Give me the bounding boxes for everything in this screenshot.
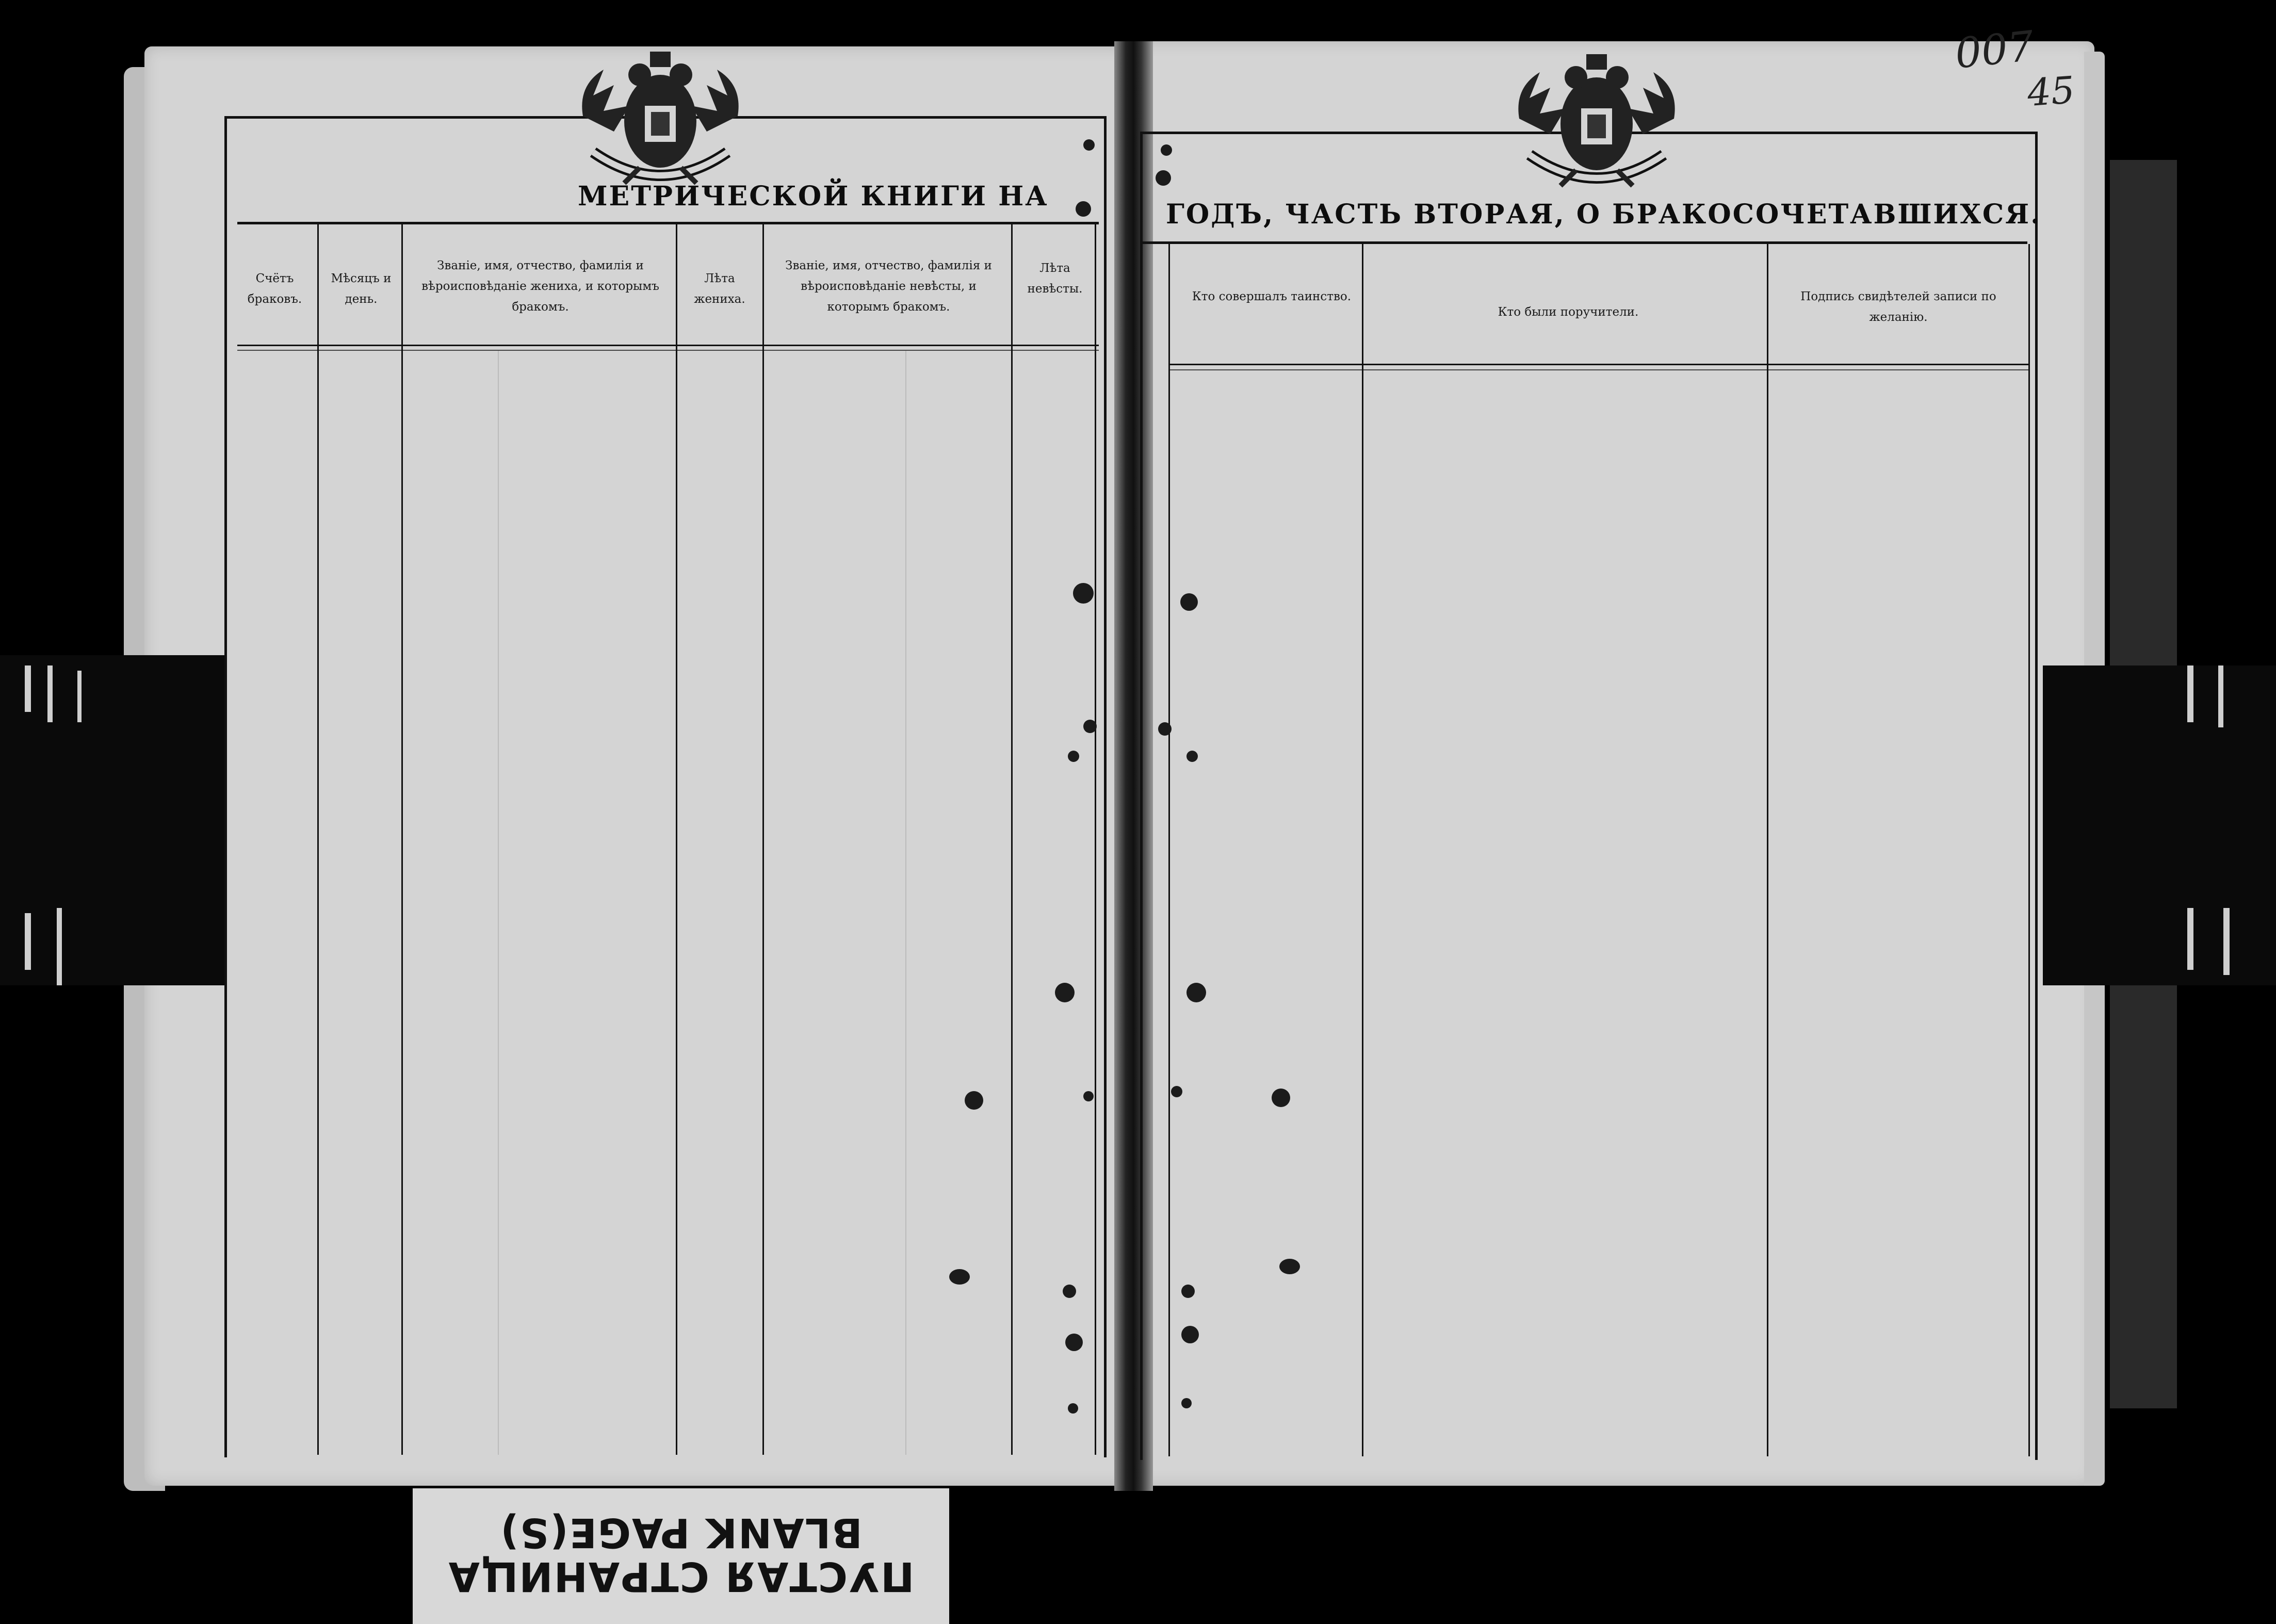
binding-hole bbox=[949, 1269, 970, 1285]
right-col-divider-1 bbox=[1168, 244, 1170, 1456]
binding-hole bbox=[1083, 139, 1095, 151]
left-col-header-2: Мѣсяцъ и день. bbox=[331, 272, 392, 306]
left-col-header-3: Званіе, имя, отчество, фамилія и вѣроисповѣданіе жениха, и которымъ бракомъ. bbox=[421, 259, 659, 314]
right-col-divider-3 bbox=[1767, 244, 1768, 1456]
binding-hole bbox=[1181, 1398, 1192, 1408]
blank-pages-label-english: BLANK PAGE(S) bbox=[499, 1509, 863, 1555]
binding-hole bbox=[1181, 1285, 1195, 1298]
binding-hole bbox=[1279, 1259, 1300, 1274]
clamp-left bbox=[0, 655, 227, 985]
left-header-rule-bottom bbox=[237, 345, 1099, 346]
left-header-rule-bottom-2 bbox=[237, 350, 1099, 351]
binding-hole bbox=[1083, 1091, 1094, 1101]
double-headed-eagle-emblem-left bbox=[562, 49, 758, 188]
left-col-divider-1 bbox=[317, 224, 319, 1455]
blank-pages-label bbox=[413, 1488, 949, 1624]
binding-hole bbox=[1076, 201, 1091, 217]
left-col-divider-5 bbox=[1011, 224, 1013, 1455]
handwritten-page-number: 45 bbox=[2026, 68, 2076, 115]
binding-hole bbox=[965, 1091, 983, 1110]
left-faint-line-1 bbox=[498, 351, 499, 1455]
right-col-header-1: Кто совершалъ таинство. bbox=[1192, 290, 1352, 303]
left-faint-line-2 bbox=[905, 351, 906, 1455]
binding-hole bbox=[1272, 1089, 1290, 1107]
handwritten-folio: 007 bbox=[1953, 22, 2037, 78]
binding-hole bbox=[1156, 170, 1171, 186]
binding-hole bbox=[1068, 751, 1079, 762]
right-col-divider-2 bbox=[1362, 244, 1363, 1456]
left-col-header-1: Счётъ браковъ. bbox=[247, 272, 302, 306]
left-col-divider-6 bbox=[1095, 224, 1096, 1455]
left-col-divider-2 bbox=[401, 224, 403, 1455]
right-page-title: ГОДЪ, ЧАСТЬ ВТОРАЯ, О БРАКОСОЧЕТАВШИХСЯ. bbox=[1166, 199, 2042, 230]
clamp-left-stripe-3 bbox=[25, 913, 31, 970]
left-header-rule-top bbox=[237, 222, 1099, 224]
left-col-divider-4 bbox=[762, 224, 764, 1455]
left-col-divider-3 bbox=[676, 224, 677, 1455]
binding-hole bbox=[1068, 1403, 1078, 1414]
binding-hole bbox=[1055, 983, 1075, 1002]
clamp-right bbox=[2043, 665, 2276, 985]
right-header-rule-bottom-2 bbox=[1168, 369, 2030, 370]
binding-hole bbox=[1158, 722, 1172, 736]
binding-hole bbox=[1073, 583, 1094, 604]
binding-hole bbox=[1186, 983, 1206, 1002]
clamp-left-stripe-2 bbox=[47, 665, 53, 722]
binding-hole bbox=[1083, 720, 1097, 733]
binding-hole bbox=[1063, 1285, 1076, 1298]
double-headed-eagle-emblem-right bbox=[1499, 52, 1695, 191]
right-col-divider-4 bbox=[2028, 244, 2030, 1456]
right-header-rule-top bbox=[1140, 241, 2027, 244]
clamp-right-stripe-3 bbox=[2187, 908, 2193, 970]
clamp-left-stripe-1 bbox=[25, 665, 31, 712]
right-col-header-2: Кто были поручители. bbox=[1498, 305, 1639, 319]
clamp-right-stripe-1 bbox=[2187, 665, 2193, 722]
clamp-right-stripe-4 bbox=[2223, 908, 2230, 975]
binding-hole bbox=[1186, 751, 1198, 762]
binding-hole bbox=[1171, 1086, 1182, 1097]
left-table-frame bbox=[224, 116, 1107, 1457]
clamp-right-stripe-2 bbox=[2218, 665, 2223, 727]
left-col-header-5: Званіе, имя, отчество, фамилія и вѣроисповѣданіе невѣсты, и которымъ бракомъ. bbox=[785, 259, 992, 314]
binding-hole bbox=[1180, 593, 1198, 611]
clamp-left-stripe-5 bbox=[77, 671, 82, 722]
binding-hole bbox=[1065, 1334, 1083, 1351]
binding-hole bbox=[1161, 144, 1172, 156]
right-header-rule-bottom bbox=[1168, 364, 2030, 365]
right-col-header-3: Подпись свидѣтелей записи по желанію. bbox=[1800, 290, 1996, 324]
left-col-header-4: Лѣта жениха. bbox=[694, 272, 745, 306]
clamp-left-stripe-4 bbox=[57, 908, 62, 985]
left-col-header-6: Лѣта невѣсты. bbox=[1027, 262, 1083, 296]
right-table-frame bbox=[1140, 132, 2038, 1460]
blank-pages-label-russian: ПУСТАЯ СТРАНИЦА bbox=[447, 1553, 915, 1599]
binding-hole bbox=[1181, 1326, 1199, 1343]
left-page-title: МЕТРИЧЕСКОЙ КНИГИ НА bbox=[578, 181, 1049, 212]
